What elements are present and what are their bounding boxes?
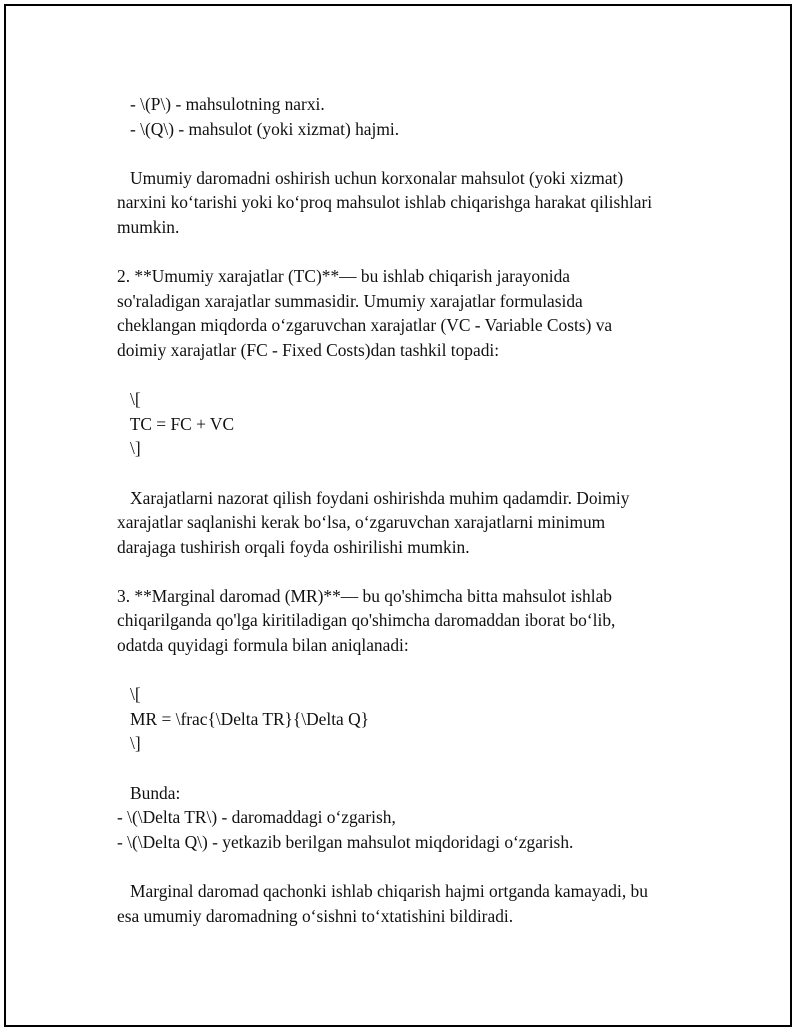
text-line: mumkin. [117,216,180,237]
text-line: Marginal daromad qachonki ishlab chiqarish hajmi ortganda kamayadi, bu [117,881,648,901]
text-line [117,141,707,166]
text-line: Xarajatlarni nazorat qilish foydani oshirishda muhim qadamdir. Doimiy [117,487,630,508]
text-line: so'raladigan xarajatlar summasidir. Umumiy xarajatlar formulasida [117,290,583,311]
document-body [117,92,707,928]
text-line: odatda quyidagi formula bilan aniqlanadi: [117,635,409,656]
text-line: narxini ko‘tarishi yoki ko‘proq mahsulot ishlab chiqarishga harakat qilishlari [117,192,653,213]
text-line [117,756,707,781]
text-line: Umumiy daromadni oshirish uchun korxonalar mahsulot (yoki xizmat) [117,167,624,188]
text-line [117,363,707,388]
text-line [117,461,707,486]
list-item: - \(\Delta TR\) - daromaddagi o‘zgarish, [117,807,396,828]
text-line: esa umumiy daromadning o‘sishni to‘xtatishini bildiradi. [117,905,514,926]
text-line: - \(Q\) - mahsulot (yoki xizmat) hajmi. [117,118,400,139]
list-item: - \(\Delta Q\) - yetkazib berilgan mahsulot miqdoridagi o‘zgarish. [117,831,574,852]
formula-line: \] [117,733,141,754]
text-line: 3. **Marginal daromad (MR)**— bu qo'shimcha bitta mahsulot ishlab [117,585,612,606]
formula-line: \] [117,438,141,459]
text-line [117,658,707,683]
formula-line: MR = \frac{\Delta TR}{\Delta Q} [117,708,369,729]
text-line [117,240,707,265]
text-line [117,559,707,584]
text-line: 2. **Umumiy xarajatlar (TC)**— bu ishlab chiqarish jarayonida [117,266,571,287]
text-line: - \(P\) - mahsulotning narxi. [117,94,325,114]
text-line: doimiy xarajatlar (FC - Fixed Costs)dan tashkil topadi: [117,339,500,360]
formula-line: TC = FC + VC [117,413,235,434]
text-line: chiqarilganda qo'lga kiritiladigan qo'shimcha daromaddan iborat bo‘lib, [117,610,616,631]
text-line: cheklangan miqdorda o‘zgaruvchan xarajatlar (VC - Variable Costs) va [117,315,613,336]
text-line [117,854,707,879]
text-line: darajaga tushirish orqali foyda oshirilishi mumkin. [117,536,470,557]
formula-line: \[ [117,684,141,705]
formula-line: \[ [117,389,141,410]
text-line: xarajatlar saqlanishi kerak bo‘lsa, o‘zgaruvchan xarajatlarni minimum [117,512,606,533]
text-line: Bunda: [117,782,181,803]
